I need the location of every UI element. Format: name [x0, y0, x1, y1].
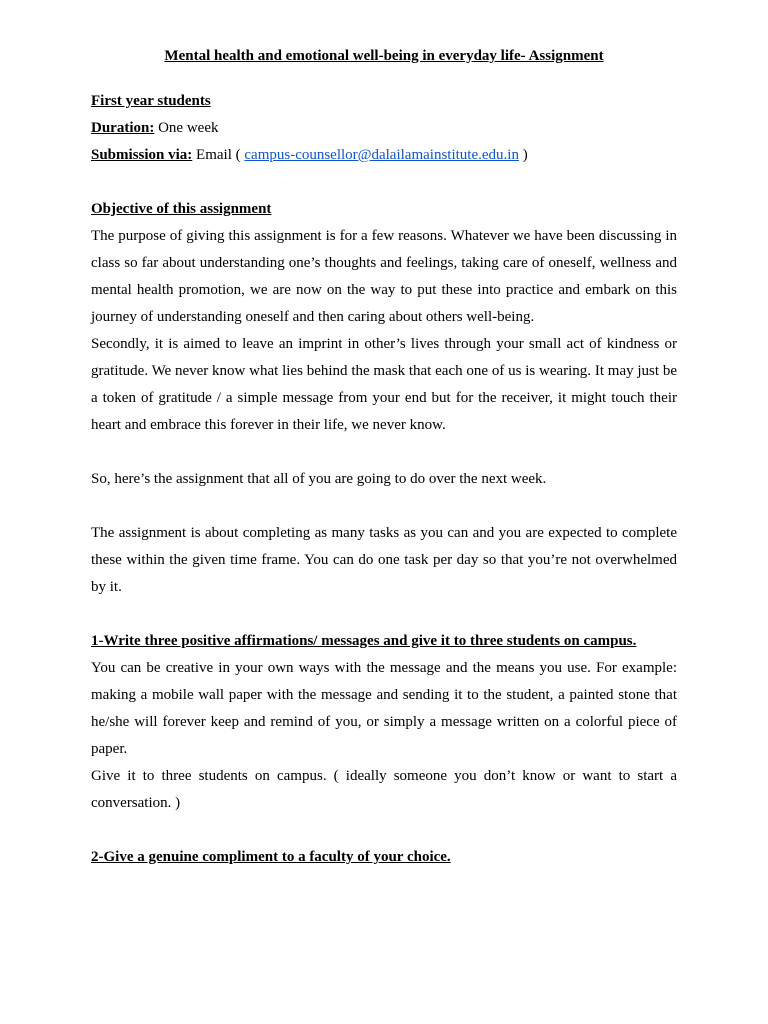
audience-line — [91, 88, 677, 115]
assignment-meta — [91, 88, 677, 169]
duration-value: One week — [154, 120, 219, 136]
duration-label: Duration: — [91, 120, 155, 136]
task1-paragraph-1: You can be creative in your own ways with the message and the means you use. For example: making a mobile wall paper with the message and sending it to the student, a painted stone that he/she will forever keep and remind of you, or simply a message written on a colorful piece of paper. — [91, 660, 677, 757]
submission-suffix: ) — [518, 147, 528, 163]
intro-paragraph: So, here’s the assignment that all of you are going to do over the next week. — [91, 471, 547, 487]
duration-line — [91, 115, 677, 142]
document-title: Mental health and emotional well-being in everyday life- Assignment — [164, 48, 604, 64]
objective-paragraph-1: The purpose of giving this assignment is for a few reasons. Whatever we have been discussing in class so far about understanding one’s thoughts and feelings, taking care of oneself, wellness and mental health promotion, we are now on the way to put these into practice and embark on this journey of understanding oneself and then caring about others well-being. — [91, 228, 677, 325]
audience-label: First year students — [91, 93, 211, 109]
task1-heading: 1-Write three positive affirmations/ messages and give it to three students on campus. — [91, 633, 637, 649]
submission-line — [91, 142, 677, 169]
objective-paragraph-2: Secondly, it is aimed to leave an imprint in other’s lives through your small act of kindness or gratitude. We never know what lies behind the mask that each one of us is wearing. It may just be a token of gratitude / a simple message from your end but for the receiver, it might touch their heart and embrace this forever in their life, we never know. — [91, 336, 677, 433]
submission-prefix: Email ( — [192, 147, 245, 163]
task2-heading: 2-Give a genuine compliment to a faculty of your choice. — [91, 849, 451, 865]
assignment-paragraph: The assignment is about completing as many tasks as you can and you are expected to complete these within the given time frame. You can do one task per day so that you’re not overwhelmed by it. — [91, 525, 677, 595]
objective-heading: Objective of this assignment — [91, 201, 272, 217]
submission-email-link[interactable]: campus-counsellor@dalailamainstitute.edu.in — [244, 147, 519, 163]
document-page — [91, 46, 677, 871]
task1-paragraph-2: Give it to three students on campus. ( ideally someone you don’t know or want to start a conversation. ) — [91, 768, 677, 811]
submission-label: Submission via: — [91, 147, 193, 163]
